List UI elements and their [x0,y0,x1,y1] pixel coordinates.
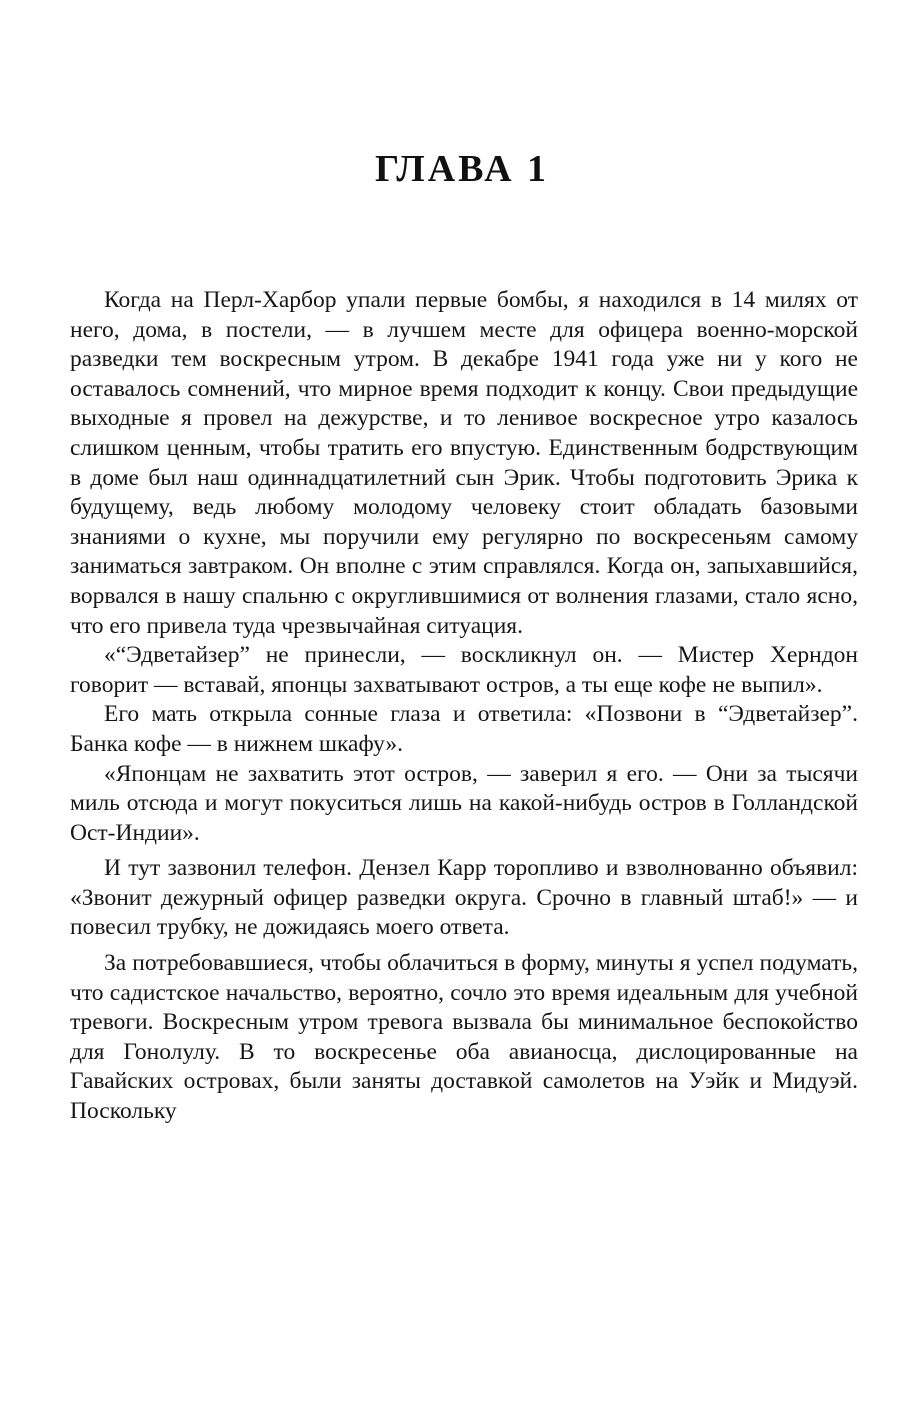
paragraph-phone-call: И тут зазвонил телефон. Дензел Карр торопливо и взволнованно объявил: «Звонит дежурный офицер разведки округа. Срочно в главный штаб!» — и повесил трубку, не дожидаясь моего ответа. [70,855,858,941]
chapter-title: ГЛАВА 1 [374,148,550,190]
paragraph-getting-dressed: За потребовавшиеся, чтобы облачиться в форму, минуты я успел подумать, что садистское начальство, вероятно, сочло это время идеальным для учебной тревоги. Воскресным утром тревога вызвала бы минимальное беспокойство для Гонолулу. В то воскресенье оба авианосца, дислоцированные на Гавайских островах, были заняты доставкой самолетов на Уэйк и Мидуэй. Поскольку [70,950,858,1125]
chapter-text [70,286,858,1127]
paragraph-author-reassurance: «Японцам не захватить этот остров, — заверил я его. — Они за тысячи миль отсюда и могут покуситься лишь на какой-нибудь остров в Голландской Ост-Индии». [70,760,858,846]
paragraph-mother-reply: Его мать открыла сонные глаза и ответила: «Позвони в “Эдветайзер”. Банка кофе — в нижнем шкафу». [70,701,858,757]
paragraph-eric-report: «“Эдветайзер” не принесли, — воскликнул он. — Мистер Херндон говорит — вставай, японцы захватывают остров, а ты еще кофе не выпил». [70,642,858,698]
paragraph-pearl-harbor-morning: Когда на Перл-Харбор упали первые бомбы, я находился в 14 милях от него, дома, в постели, — в лучшем месте для офицера военно-морской разведки тем воскресным утром. В декабре 1941 года уже ни у кого не оставалось сомнений, что мирное время подходит к концу. Свои предыдущие выходные я провел на дежурстве, и то ленивое воскресное утро казалось слишком ценным, чтобы тратить его впустую. Единственным бодрствующим в доме был наш одиннадцатилетний сын Эрик. Чтобы подготовить Эрика к будущему, ведь любому молодому человеку стоит обладать базовыми знаниями о кухне, мы поручили ему регулярно по воскресеньям самому заниматься завтраком. Он вполне с этим справлялся. Когда он, запыхавшийся, ворвался в нашу спальню с округлившимися от волнения глазами, стало ясно, что его привела туда чрезвычайная ситуация. [70,287,858,639]
